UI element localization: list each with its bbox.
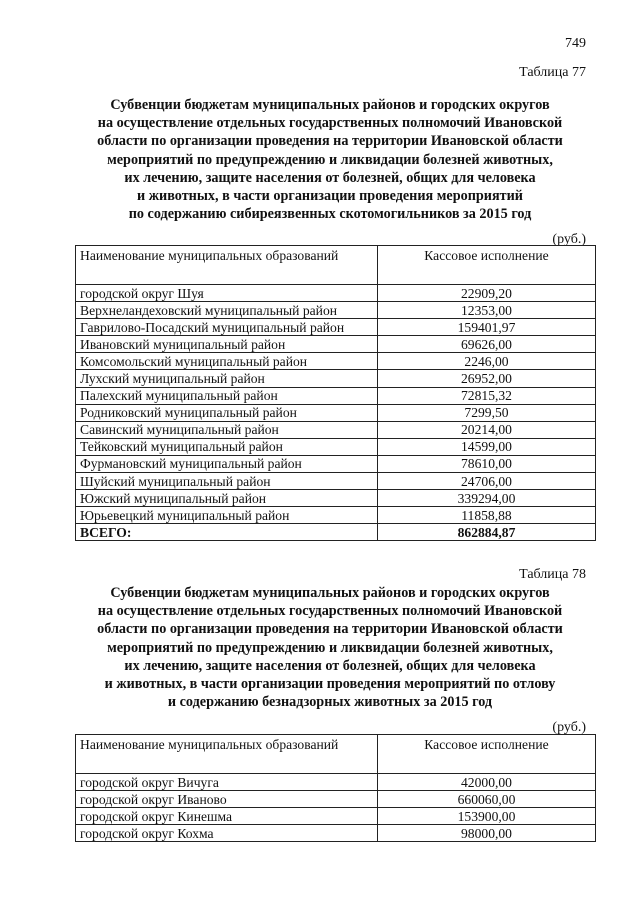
cash-execution-value: 72815,32	[378, 387, 596, 404]
municipality-name: ВСЕГО:	[76, 524, 378, 541]
title-line: и содержанию безнадзорных животных за 2015 год	[167, 694, 493, 711]
table-header-row	[76, 735, 596, 774]
title-line: и животных, в части организации проведения мероприятий	[137, 188, 523, 205]
title-line: мероприятий по предупреждению и ликвидации болезней животных,	[107, 639, 553, 656]
column-header-cash-execution: Кассовое исполнение	[378, 735, 596, 774]
municipality-name: Палехский муниципальный район	[76, 387, 378, 404]
table-row	[76, 774, 596, 791]
title-line: их лечению, защите населения от болезней, общих для человека	[124, 169, 536, 186]
municipality-name: городской округ Вичуга	[76, 774, 378, 791]
table-row	[76, 285, 596, 302]
cash-execution-value: 24706,00	[378, 473, 596, 490]
municipality-name: Гаврилово-Посадский муниципальный район	[76, 319, 378, 336]
table-row	[76, 791, 596, 808]
table-header-row	[76, 246, 596, 285]
table-row	[76, 421, 596, 438]
title-line: на осуществление отдельных государственных полномочий Ивановской	[97, 115, 563, 132]
cash-execution-value: 11858,88	[378, 507, 596, 524]
title-line: их лечению, защите населения от болезней, общих для человека	[124, 657, 536, 674]
cash-execution-value: 78610,00	[378, 455, 596, 472]
cash-execution-value: 26952,00	[378, 370, 596, 387]
municipality-name: Южский муниципальный район	[76, 490, 378, 507]
municipality-name: Шуйский муниципальный район	[76, 473, 378, 490]
title-line: области по организации проведения на территории Ивановской области	[97, 621, 563, 638]
municipality-name: Ивановский муниципальный район	[76, 336, 378, 353]
municipality-name: Верхнеландеховский муниципальный район	[76, 302, 378, 319]
table-total-row	[76, 524, 596, 541]
table-row	[76, 808, 596, 825]
title-line: Субвенции бюджетам муниципальных районов и городских округов	[110, 97, 550, 113]
table-78-units: (руб.)	[552, 720, 586, 735]
municipality-name: Родниковский муниципальный район	[76, 404, 378, 421]
table-78-title	[60, 584, 600, 711]
cash-execution-value: 12353,00	[378, 302, 596, 319]
cash-execution-value: 7299,50	[378, 404, 596, 421]
title-line: мероприятий по предупреждению и ликвидации болезней животных,	[107, 151, 553, 168]
table-row	[76, 404, 596, 421]
table-row	[76, 473, 596, 490]
table-row	[76, 302, 596, 319]
municipality-name: городской округ Кохма	[76, 825, 378, 842]
title-line: на осуществление отдельных государственных полномочий Ивановской	[97, 603, 563, 620]
column-header-municipality: Наименование муниципальных образований	[76, 246, 378, 285]
table-row	[76, 490, 596, 507]
table-row	[76, 336, 596, 353]
cash-execution-value: 42000,00	[378, 774, 596, 791]
cash-execution-value: 22909,20	[378, 285, 596, 302]
column-header-municipality: Наименование муниципальных образований	[76, 735, 378, 774]
cash-execution-value: 2246,00	[378, 353, 596, 370]
municipality-name: Фурмановский муниципальный район	[76, 455, 378, 472]
column-header-cash-execution: Кассовое исполнение	[378, 246, 596, 285]
cash-execution-value: 153900,00	[378, 808, 596, 825]
municipality-name: городской округ Кинешма	[76, 808, 378, 825]
table-78	[75, 734, 596, 842]
cash-execution-value: 159401,97	[378, 319, 596, 336]
table-77-title	[60, 96, 600, 223]
table-77	[75, 245, 596, 541]
municipality-name: Савинский муниципальный район	[76, 421, 378, 438]
table-row	[76, 353, 596, 370]
table-row	[76, 455, 596, 472]
title-line: области по организации проведения на территории Ивановской области	[97, 133, 563, 150]
municipality-name: Комсомольский муниципальный район	[76, 353, 378, 370]
cash-execution-value: 339294,00	[378, 490, 596, 507]
title-line: и животных, в части организации проведения мероприятий по отлову	[104, 676, 556, 693]
municipality-name: Лухский муниципальный район	[76, 370, 378, 387]
table-row	[76, 370, 596, 387]
municipality-name: Тейковский муниципальный район	[76, 438, 378, 455]
table-row	[76, 319, 596, 336]
page-number: 749	[565, 36, 586, 51]
table-77-units: (руб.)	[552, 232, 586, 247]
cash-execution-value: 14599,00	[378, 438, 596, 455]
title-line: Субвенции бюджетам муниципальных районов и городских округов	[110, 585, 550, 601]
cash-execution-value: 20214,00	[378, 421, 596, 438]
table-row	[76, 387, 596, 404]
cash-execution-value: 660060,00	[378, 791, 596, 808]
table-78-label: Таблица 78	[519, 567, 586, 582]
municipality-name: городской округ Иваново	[76, 791, 378, 808]
municipality-name: Юрьевецкий муниципальный район	[76, 507, 378, 524]
table-row	[76, 825, 596, 842]
cash-execution-value: 69626,00	[378, 336, 596, 353]
table-row	[76, 438, 596, 455]
table-77-label: Таблица 77	[519, 65, 586, 80]
municipality-name: городской округ Шуя	[76, 285, 378, 302]
cash-execution-value: 98000,00	[378, 825, 596, 842]
cash-execution-value: 862884,87	[378, 524, 596, 541]
table-row	[76, 507, 596, 524]
title-line: по содержанию сибиреязвенных скотомогильников за 2015 год	[128, 206, 532, 223]
